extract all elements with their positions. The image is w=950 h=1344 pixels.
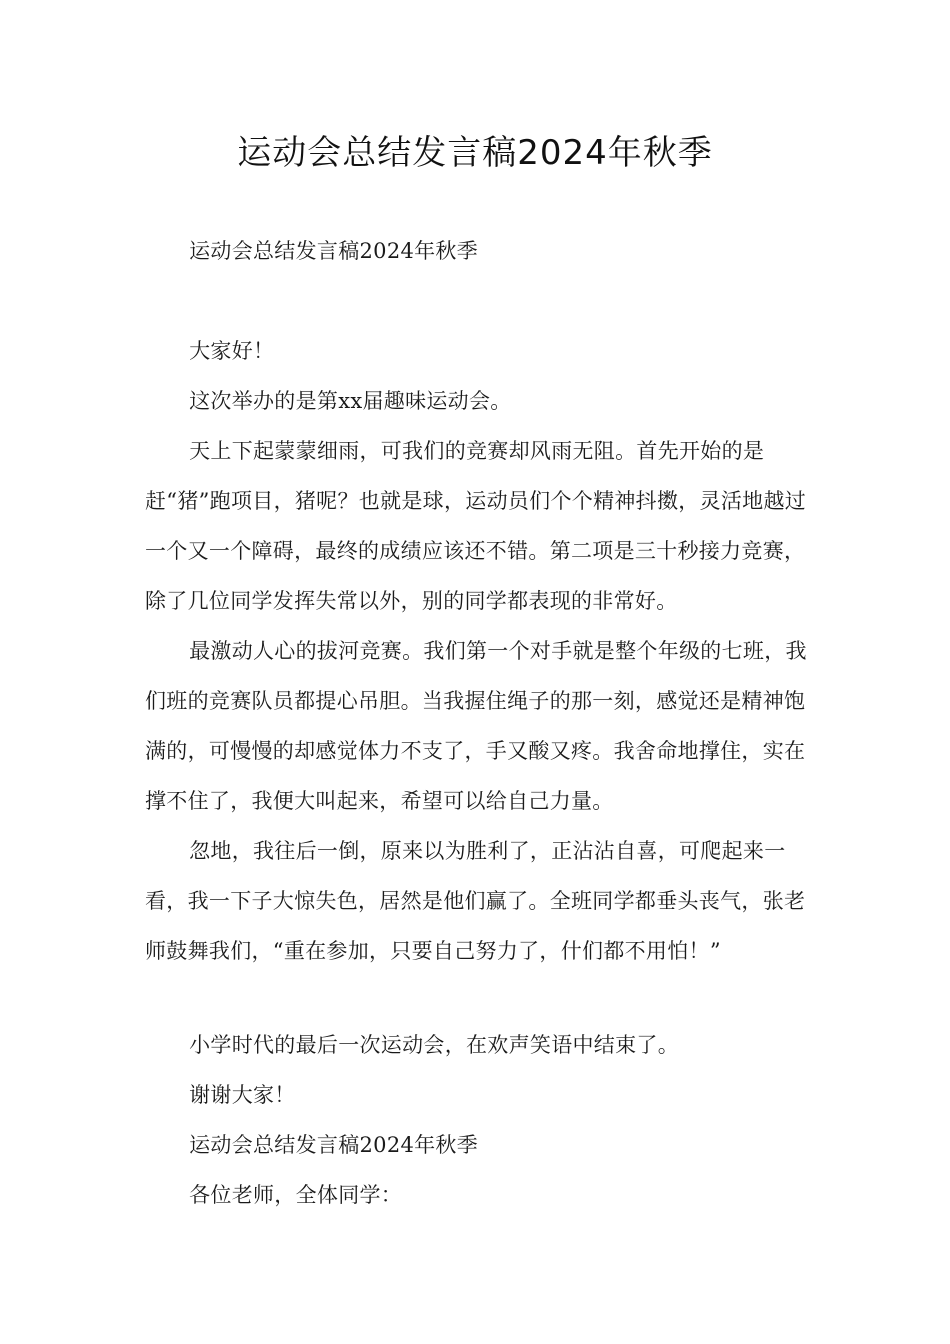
paragraph-intro: 这次举办的是第xx届趣味运动会。 xyxy=(189,389,512,413)
document-body xyxy=(145,326,810,976)
paragraph-events: 天上下起蒙蒙细雨，可我们的竞赛却风雨无阻。首先开始的是赶“猪”跑项目，猪呢？也就是球，运动员们个个精神抖擞，灵活地越过一个又一个障碍，最终的成绩应该还不错。第二项是三十秒接力竞赛，除了几位同学发挥失常以外，别的同学都表现的非常好。 xyxy=(145,439,807,613)
paragraph-salutation: 各位老师，全体同学： xyxy=(189,1183,403,1207)
subtitle-paragraph: 运动会总结发言稿2024年秋季 xyxy=(189,239,479,263)
paragraph-thanks: 谢谢大家！ xyxy=(189,1083,296,1107)
document-subtitle xyxy=(145,226,810,276)
paragraph-result: 忽地，我往后一倒，原来以为胜利了，正沾沾自喜，可爬起来一看，我一下子大惊失色，居然是他们赢了。全班同学都垂头丧气，张老师鼓舞我们，“重在参加，只要自己努力了，什们都不用怕！” xyxy=(145,839,806,963)
document-body-continued xyxy=(145,1020,810,1220)
paragraph-conclusion: 小学时代的最后一次运动会，在欢声笑语中结束了。 xyxy=(189,1033,679,1057)
paragraph-tug-of-war: 最激动人心的拔河竞赛。我们第一个对手就是整个年级的七班，我们班的竞赛队员都提心吊胆。当我握住绳子的那一刻，感觉还是精神饱满的，可慢慢的却感觉体力不支了，手又酸又疼。我舍命地撑住，实在撑不住了，我便大叫起来，希望可以给自己力量。 xyxy=(145,639,807,813)
paragraph-second-title: 运动会总结发言稿2024年秋季 xyxy=(189,1133,479,1157)
paragraph-greeting: 大家好！ xyxy=(189,339,275,363)
document-title: 运动会总结发言稿2024年秋季 xyxy=(237,133,713,173)
